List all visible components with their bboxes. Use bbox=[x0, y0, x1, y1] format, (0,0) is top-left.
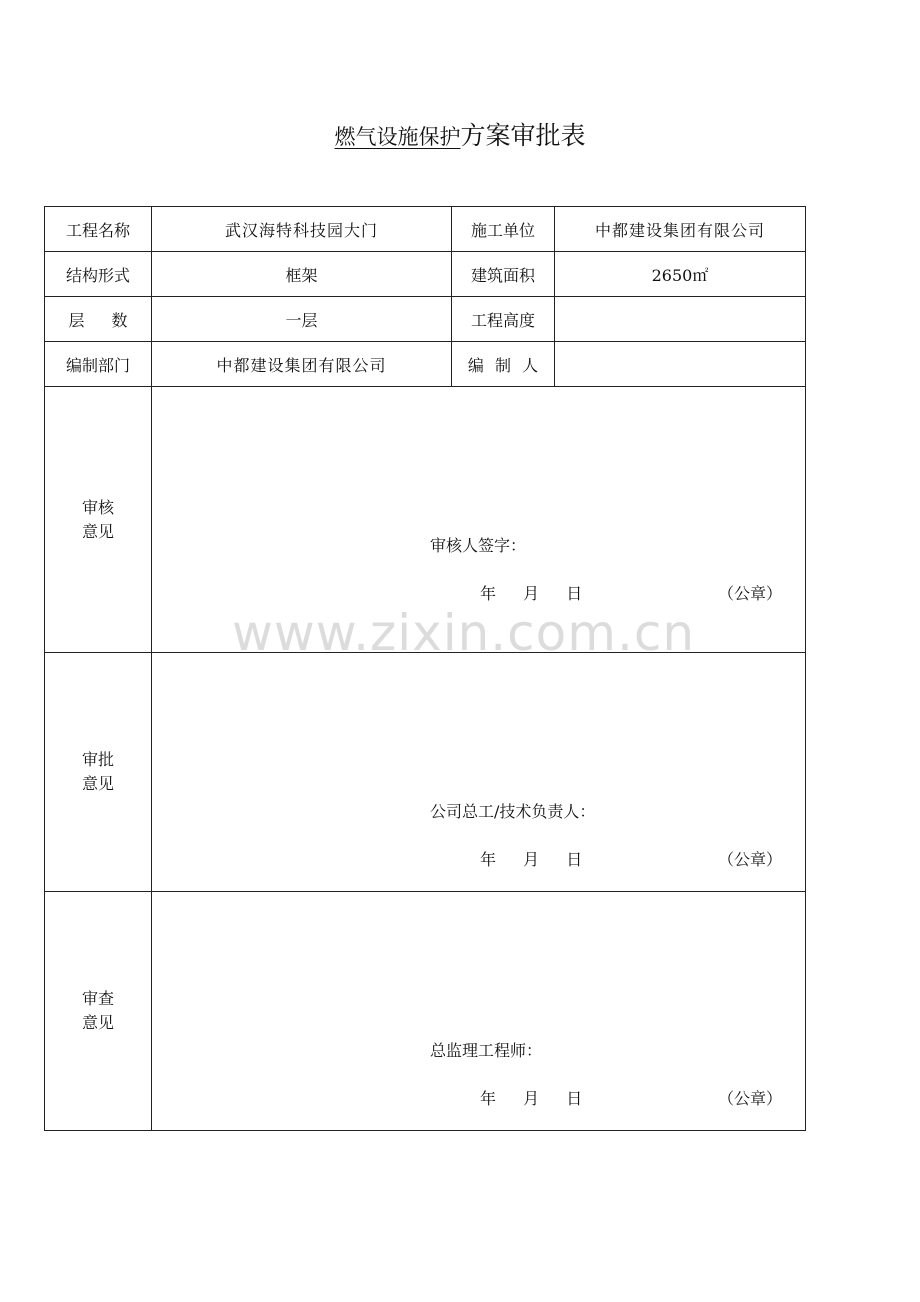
approval-date-line bbox=[480, 847, 582, 870]
approval-signer-label: 公司总工/技术负责人： bbox=[430, 802, 596, 821]
floors-value: 一层 bbox=[152, 297, 452, 342]
approval-label-line2: 意见 bbox=[81, 774, 114, 793]
approval-label-line1: 审批 bbox=[81, 750, 114, 769]
project-name-label: 工程名称 bbox=[45, 207, 152, 252]
inspection-seal-label: （公章） bbox=[718, 1089, 783, 1108]
contractor-label: 施工单位 bbox=[452, 207, 555, 252]
month-label: 月 bbox=[523, 1089, 540, 1108]
month-label: 月 bbox=[523, 850, 540, 869]
inspection-opinion-cell[interactable] bbox=[152, 892, 806, 1131]
year-label: 年 bbox=[480, 850, 497, 869]
review-opinion-label bbox=[45, 387, 152, 653]
approval-opinion-label bbox=[45, 653, 152, 892]
review-label-line2: 意见 bbox=[81, 521, 114, 541]
structure-label: 结构形式 bbox=[45, 252, 152, 297]
year-label: 年 bbox=[480, 1089, 497, 1108]
inspection-section-row bbox=[45, 892, 806, 1131]
author-label: 编 制 人 bbox=[452, 342, 555, 387]
inspection-label-line1: 审查 bbox=[81, 989, 114, 1008]
floors-label: 层 数 bbox=[45, 297, 152, 342]
table-row bbox=[45, 342, 806, 387]
watermark: www.zixin.com.cn bbox=[232, 604, 696, 662]
month-label: 月 bbox=[523, 584, 540, 603]
review-date-line bbox=[480, 581, 582, 604]
inspection-label-line2: 意见 bbox=[81, 1013, 114, 1032]
inspection-signer-label: 总监理工程师： bbox=[430, 1041, 543, 1060]
review-opinion-cell[interactable] bbox=[152, 387, 806, 653]
day-label: 日 bbox=[566, 584, 583, 603]
approval-opinion-cell[interactable] bbox=[152, 653, 806, 892]
year-label: 年 bbox=[480, 584, 497, 603]
day-label: 日 bbox=[566, 1089, 583, 1108]
review-label-line1: 审核 bbox=[81, 497, 114, 517]
approval-seal-label: （公章） bbox=[718, 850, 783, 869]
review-seal-label: （公章） bbox=[718, 584, 783, 603]
contractor-value: 中都建设集团有限公司 bbox=[555, 207, 806, 252]
approval-section-row bbox=[45, 653, 806, 892]
area-value: 2650㎡ bbox=[555, 252, 806, 297]
dept-label: 编制部门 bbox=[45, 342, 152, 387]
inspection-date-line bbox=[480, 1086, 582, 1109]
approval-form-table bbox=[44, 206, 806, 1131]
table-row bbox=[45, 252, 806, 297]
dept-value: 中都建设集团有限公司 bbox=[152, 342, 452, 387]
table-row bbox=[45, 207, 806, 252]
author-value bbox=[555, 342, 806, 387]
table-row bbox=[45, 297, 806, 342]
form-title-underlined: 燃气设施保护 bbox=[334, 125, 461, 149]
review-signer-label: 审核人签字： bbox=[430, 536, 527, 555]
inspection-opinion-label bbox=[45, 892, 152, 1131]
form-title bbox=[0, 118, 920, 155]
form-title-rest: 方案审批表 bbox=[460, 121, 586, 150]
area-label: 建筑面积 bbox=[452, 252, 555, 297]
day-label: 日 bbox=[566, 850, 583, 869]
height-label: 工程高度 bbox=[452, 297, 555, 342]
review-section-row bbox=[45, 387, 806, 653]
project-name-value: 武汉海特科技园大门 bbox=[152, 207, 452, 252]
structure-value: 框架 bbox=[152, 252, 452, 297]
height-value bbox=[555, 297, 806, 342]
